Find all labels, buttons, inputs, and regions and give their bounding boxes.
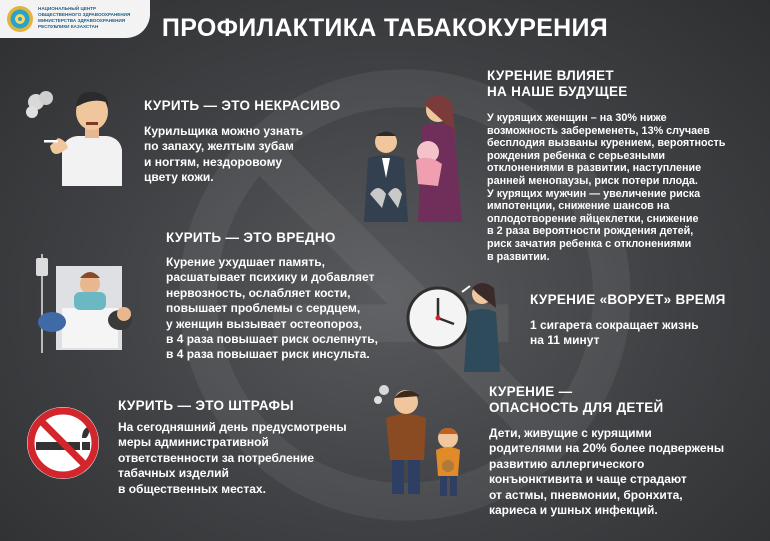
- text-line: родителями на 20% более подвержены: [489, 441, 725, 456]
- logo-line: НАЦИОНАЛЬНЫЙ ЦЕНТР: [38, 6, 97, 11]
- children-text: [489, 426, 724, 518]
- text-line: ответственности за потребление: [118, 450, 315, 465]
- logo-line: РЕСПУБЛИКИ КАЗАХСТАН: [38, 24, 99, 29]
- text-line: Дети, живущие с курящими: [489, 426, 652, 440]
- text-line: импотенции, снижение шансов на: [487, 200, 670, 213]
- text-line: в 4 раза повышает риск инсульта.: [166, 347, 370, 362]
- ugly-text: [144, 124, 303, 186]
- clock-smoking-woman-illustration: [406, 278, 502, 372]
- text-line: табачных изделий: [118, 466, 229, 481]
- future-text: [487, 112, 725, 263]
- text-line: в развитии.: [487, 250, 550, 263]
- harmful-heading: КУРИТЬ — ЭТО ВРЕДНО: [166, 230, 336, 245]
- text-line: на 11 минут: [530, 333, 600, 348]
- text-line: возможность забеременеть, 13% случаев: [487, 124, 710, 137]
- text-line: 1 сигарета сокращает жизнь: [530, 318, 699, 332]
- fines-text: [118, 420, 347, 497]
- text-line: у женщин вызывает остеопороз,: [166, 316, 362, 331]
- heading-line: КУРЕНИЕ ВЛИЯЕТ: [487, 68, 614, 83]
- children-heading: [489, 384, 664, 416]
- text-line: рождения ребенка с серьезными: [487, 149, 666, 162]
- text-line: ранней менопаузы, риск потери плода.: [487, 174, 698, 187]
- smoking-family-illustration: [352, 82, 474, 222]
- text-line: в 2 раза вероятности рождения детей,: [487, 225, 694, 238]
- text-line: развитию аллергического: [489, 456, 645, 471]
- logo-line: ОБЩЕСТВЕННОГО ЗДРАВООХРАНЕНИЯ: [38, 12, 131, 17]
- hospital-patient-illustration: [28, 248, 138, 353]
- harmful-text: [166, 255, 378, 363]
- text-line: Курение ухудшает память,: [166, 255, 325, 269]
- text-line: бесплодия вызваны курением, вероятность: [487, 137, 726, 150]
- text-line: риск зачатия ребенка с отклонениями: [487, 237, 692, 250]
- heading-line: КУРЕНИЕ —: [489, 384, 573, 399]
- text-line: Курильщика можно узнать: [144, 124, 304, 138]
- heading-line: ОПАСНОСТЬ ДЛЯ ДЕТЕЙ: [489, 400, 664, 415]
- fines-heading: КУРИТЬ — ЭТО ШТРАФЫ: [118, 398, 294, 413]
- text-line: повышает проблемы с сердцем,: [166, 301, 361, 316]
- future-heading: [487, 68, 628, 100]
- logo-line: МИНИСТЕРСТВА ЗДРАВООХРАНЕНИЯ: [38, 18, 126, 23]
- text-line: цвету кожи.: [144, 170, 214, 185]
- text-line: по запаху, желтым зубам: [144, 139, 294, 154]
- text-line: На сегодняшний день предусмотрены: [118, 420, 347, 434]
- text-line: конъюнктивита и чаще страдают: [489, 472, 687, 487]
- text-line: кариеса и ушных инфекций.: [489, 503, 658, 518]
- text-line: нервозность, ослабляет кости,: [166, 285, 351, 300]
- text-line: У курящих женщин – на 30% ниже: [487, 112, 667, 124]
- text-line: и ногтям, нездоровому: [144, 154, 282, 169]
- text-line: в общественных местах.: [118, 481, 266, 496]
- page-title: ПРОФИЛАКТИКА ТАБАКОКУРЕНИЯ: [161, 14, 609, 42]
- no-smoking-sign-icon: [24, 404, 102, 482]
- smoking-father-child-illustration: [372, 380, 476, 498]
- text-line: в 4 раза повышает риск ослепнуть,: [166, 332, 378, 347]
- text-line: У курящих мужчин — увеличение риска: [487, 187, 701, 200]
- text-line: отклонениями в развитии, наступление: [487, 162, 702, 175]
- text-line: оплодотворение яйцеклетки, снижение: [487, 212, 699, 225]
- heading-line: НА НАШЕ БУДУЩЕЕ: [487, 84, 628, 99]
- ugly-heading: КУРИТЬ — ЭТО НЕКРАСИВО: [144, 98, 341, 113]
- text-line: расшатывает психику и добавляет: [166, 270, 375, 285]
- time-text: [530, 318, 699, 349]
- smoking-man-illustration: [22, 88, 132, 186]
- text-line: меры административной: [118, 435, 269, 450]
- time-heading: КУРЕНИЕ «ВОРУЕТ» ВРЕМЯ: [530, 292, 726, 307]
- text-line: от астмы, пневмонии, бронхита,: [489, 487, 683, 502]
